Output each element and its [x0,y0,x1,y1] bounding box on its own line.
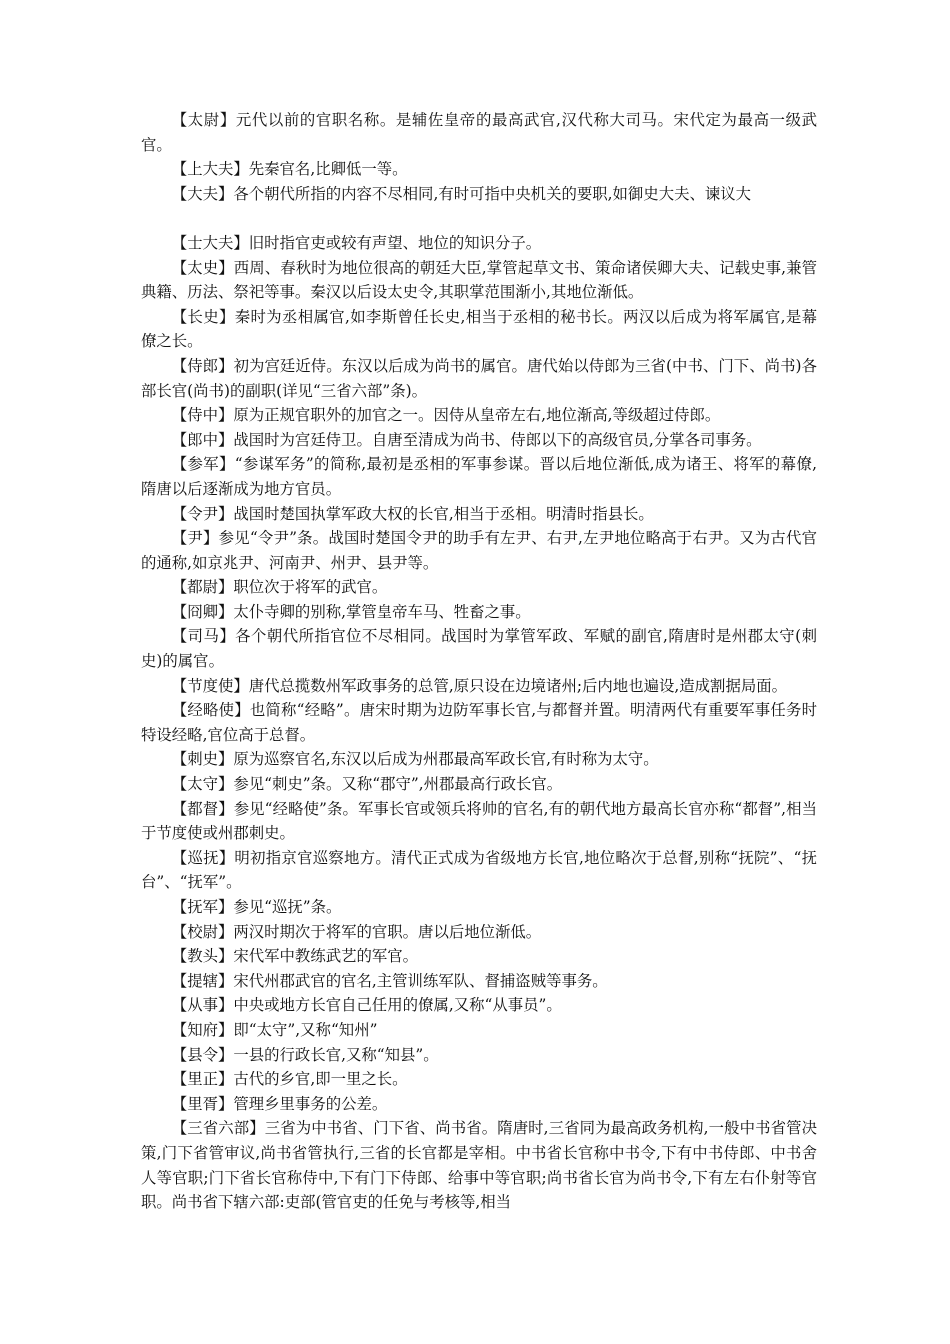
entry-jiedushi: 【节度使】唐代总揽数州军政事务的总管,原只设在边境诸州;后内地也遍设,造成割据局面。 [171,676,788,695]
entry-canjun: 【参军】“参谋军务”的简称,最初是丞相的军事参谋。晋以后地位渐低,成为诸王、将军的幕僚,隋唐以后逐渐成为地方官员。 [141,455,817,498]
entry-congshi: 【从事】中央或地方长官自己任用的僚属,又称“从事员”。 [171,996,562,1015]
entry-cishi: 【刺史】原为巡察官名,东汉以后成为州郡最高军政长官,有时称为太守。 [171,750,659,769]
entry-jinglueshi: 【经略使】也简称“经略”。唐宋时期为边防军事长官,与都督并置。明清两代有重要军事任务时特设经略,官位高于总督。 [141,701,817,744]
entry-dafu: 【大夫】各个朝代所指的内容不尽相同,有时可指中央机关的要职,如御史大夫、谏议大 [171,184,752,203]
entry-lingyin: 【令尹】战国时楚国执掌军政大权的长官,相当于丞相。明清时指县长。 [171,504,654,523]
entry-dudu: 【都督】参见“经略使”条。军事长官或领兵将帅的官名,有的朝代地方最高长官亦称“都督”,相当于节度使或州郡刺史。 [141,799,817,843]
entry-duwei: 【都尉】职位次于将军的武官。 [171,578,388,597]
entry-fujun: 【抚军】参见“巡抚”条。 [171,898,342,916]
entry-langzhong: 【郎中】战国时为宫廷侍卫。自唐至清成为尚书、侍郎以下的高级官员,分掌各司事务。 [171,430,762,449]
entry-sima: 【司马】各个朝代所指官位不尽相同。战国时为掌管军政、军赋的副官,隋唐时是州郡太守(刺史)的属官。 [141,627,817,671]
entry-lixu: 【里胥】管理乡里事务的公差。 [171,1094,388,1113]
entry-zhifu: 【知府】即“太守”,又称“知州” [171,1020,378,1039]
entry-xunfu: 【巡抚】明初指京官巡察地方。清代正式成为省级地方长官,地位略次于总督,别称“抚院”、“抚台”、“抚军”。 [141,848,817,892]
entry-yin: 【尹】参见“令尹”条。战国时楚国令尹的助手有左尹、右尹,左尹地位略高于右尹。又为古代官的通称,如京兆尹、河南尹、州尹、县尹等。 [141,529,817,572]
entry-tixia: 【提辖】宋代州郡武官的官名,主管训练军队、督捕盗贼等事务。 [171,971,608,990]
entry-jiongqing: 【冏卿】太仆寺卿的别称,掌管皇帝车马、牲畜之事。 [171,602,531,621]
entry-shangdafu: 【上大夫】先秦官名,比卿低一等。 [171,160,408,179]
entry-changshi: 【长史】秦时为丞相属官,如李斯曾任长史,相当于丞相的秘书长。两汉以后成为将军属官,是幕僚之长。 [141,307,817,351]
entry-lizheng: 【里正】古代的乡官,即一里之长。 [171,1070,408,1089]
entry-taishi: 【太史】西周、春秋时为地位很高的朝廷大臣,掌管起草文书、策命诸侯卿大夫、记载史事,兼管典籍、历法、祭祀等事。秦汉以后设太史令,其职掌范围渐小,其地位渐低。 [141,258,817,302]
entry-jiaotou: 【教头】宋代军中教练武艺的军官。 [171,947,419,966]
entry-taiwei: 【太尉】元代以前的官职名称。是辅佐皇帝的最高武官,汉代称大司马。宋代定为最高一级武官。 [141,111,817,154]
entry-sansheng-liubu: 【三省六部】三省为中书省、门下省、尚书省。隋唐时,三省同为最高政务机构,一般中书省管决策,门下省管审议,尚书省管执行,三省的长官都是宰相。中书省长官称中书令,下有中书侍郎、中书舍人等官职;门下省长官称侍中,下有门下侍郎、给事中等官职;尚书省长官为尚书令,下有左右仆射等官职。尚书省下辖六部:吏部(管官吏的任免与考核等,相当 [141,1119,817,1212]
entry-taishou: 【太守】参见“刺史”条。又称“郡守”,州郡最高行政长官。 [171,775,563,794]
entry-xianling: 【县令】一县的行政长官,又称“知县”。 [171,1045,439,1064]
document-body [141,108,817,1215]
entry-shizhong: 【侍中】原为正规官职外的加官之一。因侍从皇帝左右,地位渐高,等级超过侍郎。 [171,406,721,425]
blank-line [141,206,817,231]
entry-xiaowei: 【校尉】两汉时期次于将军的官职。唐以后地位渐低。 [171,922,542,941]
entry-shilang: 【侍郎】初为宫廷近侍。东汉以后成为尚书的属官。唐代始以侍郎为三省(中书、门下、尚书)各部长官(尚书)的副职(详见“三省六部”条)。 [141,356,817,400]
entry-shidafu: 【士大夫】旧时指官吏或较有声望、地位的知识分子。 [171,233,542,252]
